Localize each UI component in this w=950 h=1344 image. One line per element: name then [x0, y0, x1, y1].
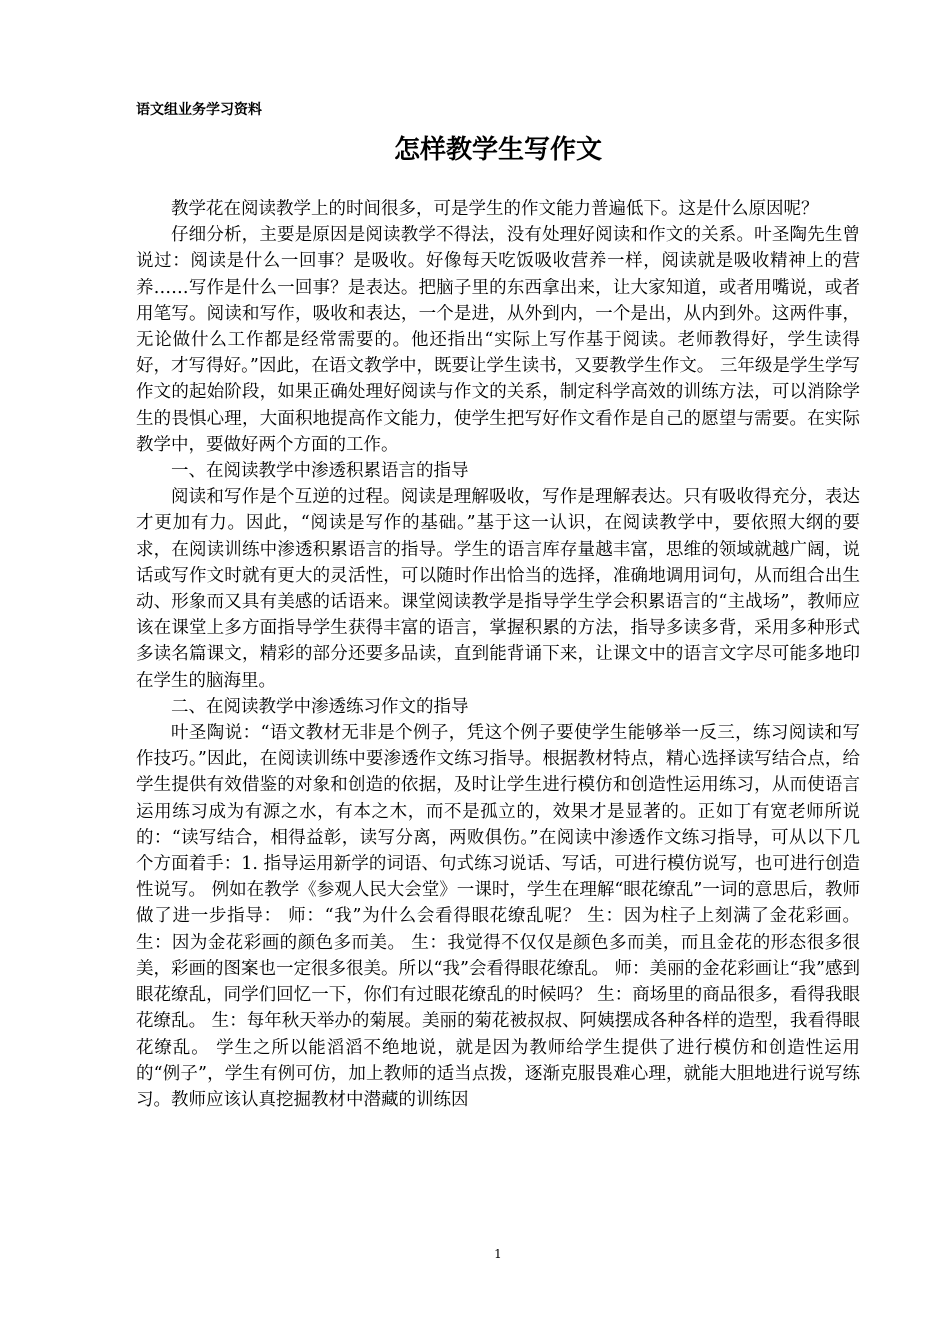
paragraph-section-2: 叶圣陶说：“语文教材无非是个例子，凭这个例子要使学生能够举一反三，练习阅读和写作技巧。”因此，在阅读训练中要渗透作文练习指导。根据教材特点，精心选择读写结合点，给学生提供有效借鉴的对象和创造的依据，及时让学生进行模仿和创造性运用练习，从而使语言运用练习成为有源之水，有本之木，而不是孤立的，效果才是显著的。正如丁有宽老师所说的：“读写结合，相得益彰，读写分离，两败俱伤。”在阅读中渗透作文练习指导，可从以下几个方面着手：1. 指导运用新学的词语、句式练习说话、写话，可进行模仿说写，也可进行创造性说写。 例如在教学《参观人民大会堂》一课时，学生在理解“眼花缭乱”一词的意思后，教师做了进一步指导： 师：“我”为什么会看得眼花缭乱呢？ 生：因为柱子上刻满了金花彩画。 生：因为金花彩画的颜色多而美。 生：我觉得不仅仅是颜色多而美，而且金花的形态很多很美，彩画的图案也一定很多很美。所以“我”会看得眼花缭乱。 师：美丽的金花彩画让“我”感到眼花缭乱，同学们回忆一下，你们有过眼花缭乱的时候吗？ 生：商场里的商品很多，看得我眼花缭乱。 生：每年秋天举办的菊展。美丽的菊花被叔叔、阿姨摆成各种各样的造型，我看得眼花缭乱。 学生之所以能滔滔不绝地说，就是因为教师给学生提供了进行模仿和创造性运用的“例子”，学生有例可仿，加上教师的适当点拨，逐渐克服畏难心理，就能大胆地进行说写练习。教师应该认真挖掘教材中潜藏的训练因: [136, 723, 860, 1110]
document-body: [136, 196, 860, 1113]
section-heading-1: 一、在阅读教学中渗透积累语言的指导: [171, 461, 469, 482]
paragraph-analysis: 仔细分析，主要是原因是阅读教学不得法，没有处理好阅读和作文的关系。叶圣陶先生曾说过：阅读是什么一回事？是吸收。好像每天吃饭吸收营养一样，阅读就是吸收精神上的营养……写作是什么一回事？是表达。把脑子里的东西拿出来，让大家知道，或者用嘴说，或者用笔写。阅读和写作，吸收和表达，一个是进，从外到内，一个是出，从内到外。这两件事，无论做什么工作都是经常需要的。他还指出“实际上写作基于阅读。老师教得好，学生读得好，才写得好。”因此，在语文教学中，既要让学生读书，又要教学生作文。 三年级是学生学写作文的起始阶段，如果正确处理好阅读与作文的关系，制定科学高效的训练方法，可以消除学生的畏惧心理，大面积地提高作文能力，使学生把写好作文看作是自己的愿望与需要。在实际教学中，要做好两个方面的工作。: [136, 225, 860, 455]
page-number: 1: [494, 1247, 502, 1261]
paragraph-intro: 教学花在阅读教学上的时间很多，可是学生的作文能力普遍低下。这是什么原因呢？: [171, 199, 819, 219]
header-label: 语文组业务学习资料: [136, 102, 262, 118]
section-heading-2: 二、在阅读教学中渗透练习作文的指导: [171, 696, 469, 717]
paragraph-section-1: 阅读和写作是个互逆的过程。阅读是理解吸收，写作是理解表达。只有吸收得充分，表达才更加有力。因此，“阅读是写作的基础。”基于这一认识，在阅读教学中，要依照大纲的要求，在阅读训练中渗透积累语言的指导。学生的语言库存量越丰富，思维的领域就越广阔，说话或写作文时就有更大的灵活性，可以随时作出恰当的选择，准确地调用词句，从而组合出生动、形象而又具有美感的话语来。课堂阅读教学是指导学生学会积累语言的“主战场”，教师应该在课堂上多方面指导学生获得丰富的语言，掌握积累的方法，指导多读多背，采用多种形式多读名篇课文，精彩的部分还要多品读，直到能背诵下来，让课文中的语言文字尽可能多地印在学生的脑海里。: [136, 487, 860, 691]
document-title: 怎样教学生写作文: [393, 135, 602, 165]
